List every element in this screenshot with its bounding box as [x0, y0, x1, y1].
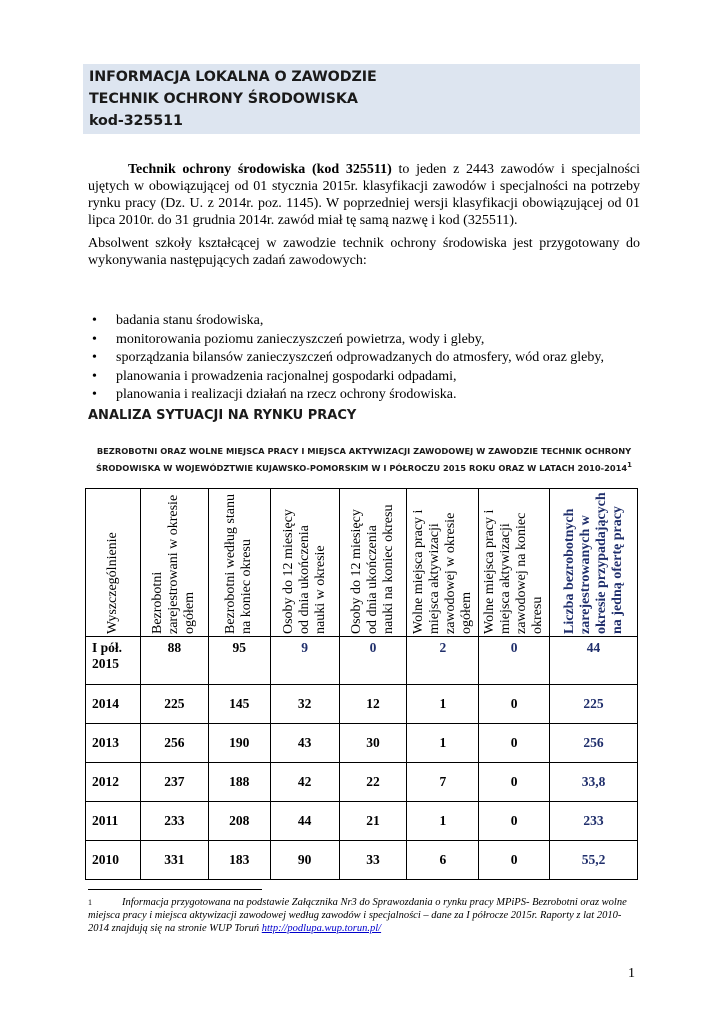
table-cell: 44 — [270, 802, 339, 841]
section-title: ANALIZA SYTUACJI NA RYNKU PRACY — [88, 408, 357, 423]
table-cell: 188 — [208, 763, 270, 802]
wup-torun-link[interactable]: http://podlupa.wup.torun.pl/ — [261, 923, 382, 934]
table-cell: 2010 — [86, 841, 141, 880]
table-cell: 145 — [208, 685, 270, 724]
table-cell: 2 — [407, 637, 479, 685]
table-cell: 0 — [479, 637, 550, 685]
table-row — [86, 637, 638, 685]
table-cell: 9 — [270, 637, 339, 685]
table-header — [479, 489, 550, 637]
header-profession: TECHNIK OCHRONY ŚRODOWISKA — [89, 91, 358, 107]
list-item: • monitorowania poziomu zanieczyszczeń powietrza, wody i gleby, — [88, 331, 640, 350]
table-row — [86, 763, 638, 802]
list-item: • planowania i prowadzenia racjonalnej gospodarki odpadami, — [88, 368, 640, 387]
profession-name: Technik ochrony środowiska (kod 325511) — [128, 162, 392, 177]
table-cell: 0 — [479, 841, 550, 880]
table-cell: 233 — [140, 802, 208, 841]
header-label: Wolne miejsca pracy i miejsca aktywizacji zawodowej w okresie ogółem — [410, 509, 474, 634]
table-cell: 33,8 — [550, 763, 638, 802]
table-cell: 88 — [140, 637, 208, 685]
page-number: 1 — [628, 966, 635, 981]
table-cell: 1 — [407, 802, 479, 841]
table-caption-text: BEZROBOTNI ORAZ WOLNE MIEJSCA PRACY I MIEJSCA AKTYWIZACJI ZAWODOWEJ W ZAWODZIE TECHNIK OCHRONY ŚRODOWISKA W WOJEWÓDZTWIE KUJAWSKO-POMORSKIM W I PÓŁROCZU 2015 ROKU ORAZ W LATACH 2010-2014 — [96, 446, 632, 473]
table-cell: 12 — [339, 685, 407, 724]
table-cell: I pół. 2015 — [86, 637, 141, 685]
table-header — [208, 489, 270, 637]
table-cell: 32 — [270, 685, 339, 724]
table-row — [86, 724, 638, 763]
footnote-number: 1 — [88, 898, 92, 907]
table-caption — [88, 444, 640, 475]
table-cell: 208 — [208, 802, 270, 841]
table-header — [550, 489, 638, 637]
footnote-ref: 1 — [627, 461, 632, 469]
labor-market-table — [85, 488, 638, 880]
header-label: Bezrobotni zarejestrowani w okresie ogółem — [150, 494, 198, 634]
table-cell: 43 — [270, 724, 339, 763]
table-cell: 2011 — [86, 802, 141, 841]
header-title: INFORMACJA LOKALNA O ZAWODZIE — [89, 69, 377, 85]
footnote-text: Informacja przygotowana na podstawie Załącznika Nr3 do Sprawozdania o rynku pracy MPiPS- Bezrobotni oraz wolne miejsca pracy i miejsca aktywizacji zawodowej według zawodów i specjalności – dane za I półrocze 2015r. Raporty z lat 2010-2014 znajdują się na stronie WUP Toruń — [88, 897, 627, 934]
table-cell: 331 — [140, 841, 208, 880]
tasks-list — [88, 312, 640, 405]
list-item: • sporządzania bilansów zanieczyszczeń odprowadzanych do atmosfery, wód oraz gleby, — [88, 349, 640, 368]
table-cell: 1 — [407, 724, 479, 763]
table-cell: 0 — [339, 637, 407, 685]
table-cell: 256 — [140, 724, 208, 763]
table-cell: 95 — [208, 637, 270, 685]
table-header — [270, 489, 339, 637]
document-header — [83, 64, 640, 134]
table-cell: 2014 — [86, 685, 141, 724]
table-cell: 0 — [479, 763, 550, 802]
table-header — [407, 489, 479, 637]
table-cell: 183 — [208, 841, 270, 880]
table-header — [140, 489, 208, 637]
table-cell: 21 — [339, 802, 407, 841]
table-cell: 256 — [550, 724, 638, 763]
table-cell: 1 — [407, 685, 479, 724]
table-cell: 6 — [407, 841, 479, 880]
table-cell: 42 — [270, 763, 339, 802]
intro-text — [88, 161, 640, 269]
header-label: Osoby do 12 miesięcy od dnia ukończenia nauki w okresie — [280, 508, 328, 634]
header-label: Wolne miejsca pracy i miejsca aktywizacji zawodowej na koniec okresu — [482, 509, 546, 634]
header-code: kod-325511 — [89, 113, 183, 129]
table-cell: 22 — [339, 763, 407, 802]
table-header — [86, 489, 141, 637]
footnote — [88, 896, 640, 935]
table-row — [86, 685, 638, 724]
header-label: Liczba bezrobotnych zarejestrowanych w okresie przypadających na jedną ofertę pracy — [561, 491, 625, 634]
table-cell: 0 — [479, 685, 550, 724]
table-cell: 190 — [208, 724, 270, 763]
table-row — [86, 802, 638, 841]
intro-paragraph-1 — [88, 161, 640, 229]
header-label: Wyszczególnienie — [104, 531, 120, 634]
table-cell: 237 — [140, 763, 208, 802]
table-header — [339, 489, 407, 637]
intro-paragraph-2: Absolwent szkoły kształcącej w zawodzie technik ochrony środowiska jest przygotowany do wykonywania następujących zadań zawodowych: — [88, 236, 640, 268]
header-label: Osoby do 12 miesięcy od dnia ukończenia nauki na koniec okresu — [348, 504, 396, 634]
table-cell: 0 — [479, 802, 550, 841]
table-cell: 55,2 — [550, 841, 638, 880]
table-cell: 30 — [339, 724, 407, 763]
table-cell: 0 — [479, 724, 550, 763]
footnote-separator — [88, 889, 262, 890]
table-header-row — [86, 489, 638, 637]
table-cell: 90 — [270, 841, 339, 880]
table-cell: 2013 — [86, 724, 141, 763]
intro-paragraph-1-body: to jeden z 2443 zawodów i specjalności ujętych w obowiązującej od 01 stycznia 2015r. klasyfikacji zawodów i specjalności na potrzeby rynku pracy (Dz. U. z 2014r. poz. 1145). W poprzedniej wersji klasyfikacji obowiązującej od 01 lipca 2010r. do 31 grudnia 2014r. zawód miał tę samą nazwę i kod (325511). — [88, 162, 640, 228]
table-cell: 33 — [339, 841, 407, 880]
table-row — [86, 841, 638, 880]
list-item: • badania stanu środowiska, — [88, 312, 640, 331]
table-cell: 44 — [550, 637, 638, 685]
table-cell: 225 — [550, 685, 638, 724]
table-cell: 225 — [140, 685, 208, 724]
table-cell: 7 — [407, 763, 479, 802]
table-cell: 2012 — [86, 763, 141, 802]
list-item: • planowania i realizacji działań na rzecz ochrony środowiska. — [88, 386, 640, 405]
table-cell: 233 — [550, 802, 638, 841]
header-label: Bezrobotni według stanu na koniec okresu — [223, 493, 255, 634]
